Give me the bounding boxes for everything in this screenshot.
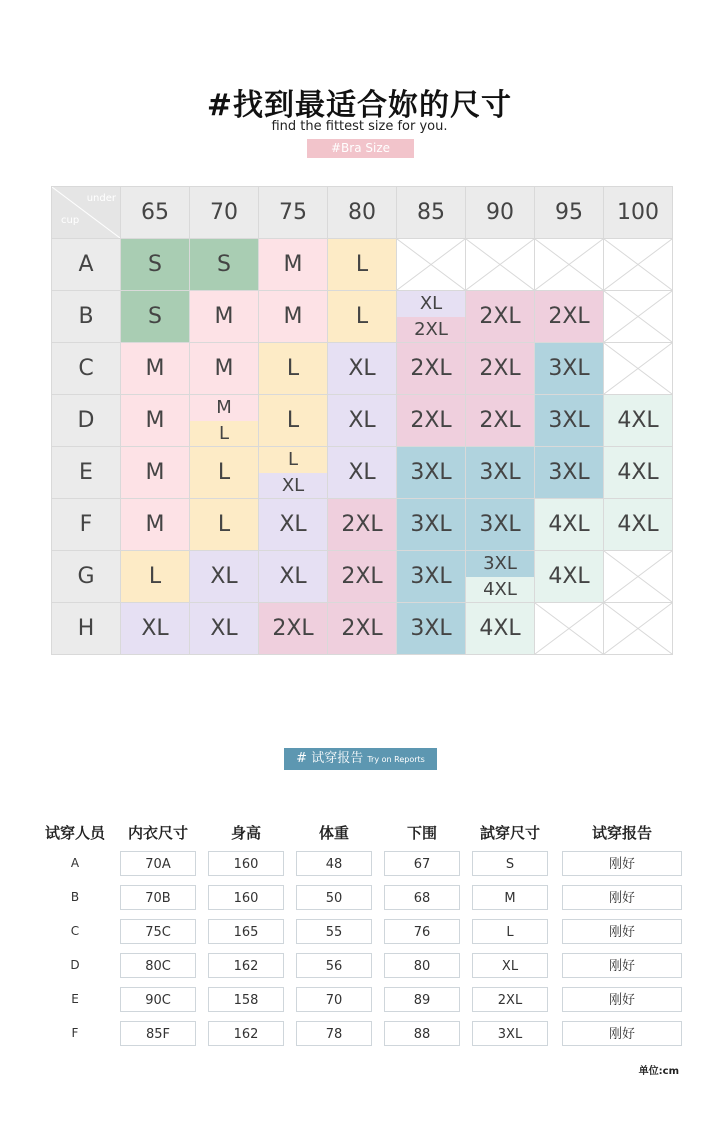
size-label: XL xyxy=(210,616,238,641)
size-label: L xyxy=(148,564,162,589)
report-value-box: 刚好 xyxy=(562,885,682,910)
size-label: M xyxy=(145,356,165,381)
size-label: 2XL xyxy=(397,317,465,343)
page-title: #找到最适合妳的尺寸 xyxy=(206,88,513,123)
size-cell xyxy=(328,499,397,551)
size-label: L xyxy=(355,304,369,329)
size-cell xyxy=(121,499,190,551)
size-cell xyxy=(328,603,397,655)
size-label: L xyxy=(190,421,258,447)
report-value-box: 67 xyxy=(384,851,460,876)
size-label: XL xyxy=(397,291,465,317)
report-value-box: S xyxy=(472,851,548,876)
cup-header: F xyxy=(52,499,121,551)
size-label: M xyxy=(283,304,303,329)
size-cell xyxy=(328,239,397,291)
band-header: 70 xyxy=(190,187,259,239)
unavailable-cell xyxy=(604,551,673,603)
size-label: XL xyxy=(210,564,238,589)
size-label: 2XL xyxy=(548,304,590,329)
report-value-box: 89 xyxy=(384,987,460,1012)
split-size-cell xyxy=(259,447,327,498)
size-label: 2XL xyxy=(410,356,452,381)
report-value-box: 70 xyxy=(296,987,372,1012)
size-cell xyxy=(259,395,328,447)
report-row xyxy=(36,1016,690,1050)
size-cell xyxy=(190,447,259,499)
size-cell xyxy=(535,291,604,343)
size-label: 3XL xyxy=(548,408,590,433)
size-cell xyxy=(604,499,673,551)
try-on-reports-tag xyxy=(284,748,437,770)
report-value-box: 50 xyxy=(296,885,372,910)
size-cell xyxy=(397,343,466,395)
report-value-box: 160 xyxy=(208,885,284,910)
size-label: 2XL xyxy=(341,616,383,641)
size-cell xyxy=(259,499,328,551)
size-cell xyxy=(397,603,466,655)
report-value-box: 55 xyxy=(296,919,372,944)
report-row xyxy=(36,880,690,914)
size-label: 3XL xyxy=(479,512,521,537)
size-label: S xyxy=(217,252,231,277)
size-cell xyxy=(604,447,673,499)
size-label: M xyxy=(145,408,165,433)
size-label: 4XL xyxy=(617,512,659,537)
report-header: 试穿人员 xyxy=(44,823,105,842)
report-value-box: L xyxy=(472,919,548,944)
size-cell xyxy=(328,343,397,395)
split-size-cell xyxy=(190,395,258,446)
size-cell xyxy=(535,447,604,499)
size-label: 2XL xyxy=(410,408,452,433)
report-value-box: 刚好 xyxy=(562,987,682,1012)
cup-header: G xyxy=(52,551,121,603)
size-label: 3XL xyxy=(410,616,452,641)
report-value-box: 88 xyxy=(384,1021,460,1046)
size-label: M xyxy=(214,304,234,329)
corner-cup-label: cup xyxy=(61,215,80,226)
size-label: L xyxy=(286,408,300,433)
tester-name: C xyxy=(70,924,80,938)
size-cell xyxy=(328,291,397,343)
size-label: 3XL xyxy=(479,460,521,485)
size-cell xyxy=(259,291,328,343)
size-cell xyxy=(328,395,397,447)
size-label: 3XL xyxy=(410,564,452,589)
size-cell xyxy=(466,395,535,447)
size-label: M xyxy=(283,252,303,277)
report-header: 体重 xyxy=(318,823,349,842)
size-label: M xyxy=(214,356,234,381)
size-cell xyxy=(259,551,328,603)
report-value-box: 162 xyxy=(208,953,284,978)
report-value-box: 85F xyxy=(120,1021,196,1046)
try-on-report-table xyxy=(36,818,690,1050)
band-header: 80 xyxy=(328,187,397,239)
report-value-box: 165 xyxy=(208,919,284,944)
size-label: XL xyxy=(279,512,307,537)
report-value-box: 3XL xyxy=(472,1021,548,1046)
split-size-cell xyxy=(466,551,534,602)
size-cell xyxy=(190,343,259,395)
report-value-box: 78 xyxy=(296,1021,372,1046)
report-value-box: 刚好 xyxy=(562,919,682,944)
report-row xyxy=(36,914,690,948)
size-cell xyxy=(190,395,259,447)
report-header: 内衣尺寸 xyxy=(127,823,188,842)
band-header: 95 xyxy=(535,187,604,239)
size-chart xyxy=(51,186,673,655)
report-value-box: 刚好 xyxy=(562,953,682,978)
report-value-box: 刚好 xyxy=(562,1021,682,1046)
size-label: 2XL xyxy=(341,512,383,537)
size-label: L xyxy=(217,512,231,537)
band-header: 100 xyxy=(604,187,673,239)
report-value-box: M xyxy=(472,885,548,910)
size-label: XL xyxy=(259,473,327,499)
try-on-reports-tag-small: Try on Reports xyxy=(367,755,425,764)
report-value-box: 80C xyxy=(120,953,196,978)
page-subtitle: find the fittest size for you. xyxy=(271,119,448,134)
report-value-box: 162 xyxy=(208,1021,284,1046)
cup-header: D xyxy=(52,395,121,447)
size-cell xyxy=(466,343,535,395)
size-cell xyxy=(121,343,190,395)
cup-header: A xyxy=(52,239,121,291)
size-label: L xyxy=(217,460,231,485)
size-label: 4XL xyxy=(479,616,521,641)
size-label: XL xyxy=(348,460,376,485)
unavailable-cell xyxy=(604,603,673,655)
size-label: 4XL xyxy=(548,564,590,589)
size-cell xyxy=(397,395,466,447)
size-cell xyxy=(466,551,535,603)
report-header: 下围 xyxy=(406,823,437,842)
report-row xyxy=(36,846,690,880)
size-cell xyxy=(535,499,604,551)
size-label: 3XL xyxy=(466,551,534,577)
size-cell xyxy=(535,551,604,603)
size-cell xyxy=(259,343,328,395)
size-label: 3XL xyxy=(548,356,590,381)
bra-size-tag: #Bra Size xyxy=(307,139,414,158)
size-cell xyxy=(121,447,190,499)
report-header: 试穿报告 xyxy=(591,823,652,842)
size-label: 4XL xyxy=(617,460,659,485)
size-label: 2XL xyxy=(479,408,521,433)
size-cell xyxy=(259,447,328,499)
cup-header: E xyxy=(52,447,121,499)
size-cell xyxy=(190,499,259,551)
report-value-box: 70B xyxy=(120,885,196,910)
size-cell xyxy=(397,291,466,343)
report-value-box: 160 xyxy=(208,851,284,876)
report-value-box: 76 xyxy=(384,919,460,944)
size-cell xyxy=(397,499,466,551)
cup-header: C xyxy=(52,343,121,395)
size-label: 2XL xyxy=(272,616,314,641)
size-label: 3XL xyxy=(548,460,590,485)
report-header: 身高 xyxy=(230,823,261,842)
unavailable-cell xyxy=(604,343,673,395)
band-header: 90 xyxy=(466,187,535,239)
size-cell xyxy=(259,603,328,655)
unavailable-cell xyxy=(397,239,466,291)
band-header: 85 xyxy=(397,187,466,239)
report-value-box: 80 xyxy=(384,953,460,978)
size-label: XL xyxy=(141,616,169,641)
tester-name: B xyxy=(70,890,80,904)
size-cell xyxy=(604,395,673,447)
size-cell xyxy=(121,291,190,343)
size-cell xyxy=(190,239,259,291)
size-cell xyxy=(535,395,604,447)
chart-corner xyxy=(52,187,121,239)
size-label: L xyxy=(259,447,327,473)
size-cell xyxy=(535,343,604,395)
size-label: L xyxy=(355,252,369,277)
size-label: 2XL xyxy=(479,304,521,329)
tester-name: A xyxy=(70,856,80,870)
report-header: 試穿尺寸 xyxy=(479,823,540,842)
size-cell xyxy=(397,447,466,499)
tester-name: F xyxy=(71,1026,79,1040)
unavailable-cell xyxy=(604,239,673,291)
corner-under-label: under xyxy=(86,193,116,204)
size-cell xyxy=(190,551,259,603)
size-cell xyxy=(190,291,259,343)
size-cell xyxy=(328,551,397,603)
size-label: S xyxy=(148,304,162,329)
size-label: M xyxy=(145,460,165,485)
size-cell xyxy=(466,447,535,499)
size-cell xyxy=(121,603,190,655)
size-label: XL xyxy=(348,408,376,433)
size-cell xyxy=(190,603,259,655)
size-label: L xyxy=(286,356,300,381)
size-label: XL xyxy=(279,564,307,589)
report-value-box: XL xyxy=(472,953,548,978)
size-label: 3XL xyxy=(410,512,452,537)
unavailable-cell xyxy=(604,291,673,343)
report-value-box: 75C xyxy=(120,919,196,944)
size-cell xyxy=(121,395,190,447)
size-label: 4XL xyxy=(617,408,659,433)
split-size-cell xyxy=(397,291,465,342)
unit-note: 单位:cm xyxy=(638,1066,679,1077)
unavailable-cell xyxy=(535,239,604,291)
report-row xyxy=(36,982,690,1016)
size-label: 4XL xyxy=(548,512,590,537)
try-on-reports-tag-main: # 试穿报告 xyxy=(296,751,364,766)
size-label: XL xyxy=(348,356,376,381)
report-value-box: 56 xyxy=(296,953,372,978)
report-value-box: 2XL xyxy=(472,987,548,1012)
size-label: M xyxy=(145,512,165,537)
report-value-box: 158 xyxy=(208,987,284,1012)
size-label: M xyxy=(190,395,258,421)
unavailable-cell xyxy=(466,239,535,291)
unavailable-cell xyxy=(535,603,604,655)
size-label: S xyxy=(148,252,162,277)
size-cell xyxy=(259,239,328,291)
cup-header: H xyxy=(52,603,121,655)
report-row xyxy=(36,948,690,982)
report-value-box: 68 xyxy=(384,885,460,910)
report-value-box: 70A xyxy=(120,851,196,876)
size-label: 2XL xyxy=(341,564,383,589)
size-label: 4XL xyxy=(466,577,534,603)
report-value-box: 90C xyxy=(120,987,196,1012)
cup-header: B xyxy=(52,291,121,343)
report-value-box: 48 xyxy=(296,851,372,876)
size-cell xyxy=(466,499,535,551)
size-cell xyxy=(466,603,535,655)
size-label: 3XL xyxy=(410,460,452,485)
size-cell xyxy=(121,239,190,291)
band-header: 65 xyxy=(121,187,190,239)
tester-name: E xyxy=(71,992,79,1006)
report-value-box: 刚好 xyxy=(562,851,682,876)
size-cell xyxy=(328,447,397,499)
size-cell xyxy=(397,551,466,603)
size-cell xyxy=(466,291,535,343)
band-header: 75 xyxy=(259,187,328,239)
size-label: 2XL xyxy=(479,356,521,381)
size-cell xyxy=(121,551,190,603)
tester-name: D xyxy=(70,958,80,972)
